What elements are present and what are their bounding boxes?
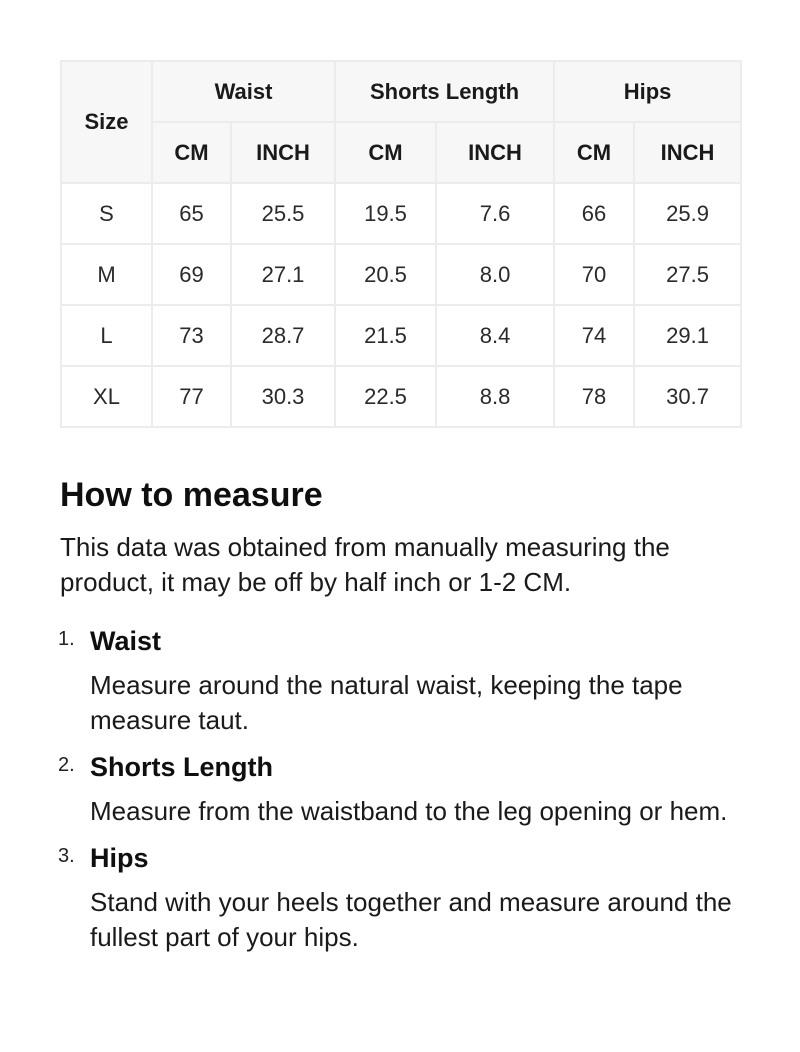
- table-cell: 21.5: [335, 305, 436, 366]
- unit-header: CM: [335, 122, 436, 183]
- size-cell: S: [61, 183, 152, 244]
- table-cell: 78: [554, 366, 634, 427]
- table-row: [61, 366, 741, 427]
- table-cell: 8.0: [436, 244, 554, 305]
- shorts-length-group-header: Shorts Length: [335, 61, 554, 122]
- step-number: 3.: [58, 845, 75, 867]
- unit-header: INCH: [634, 122, 741, 183]
- table-cell: 30.3: [231, 366, 335, 427]
- measurement-steps: [60, 622, 750, 965]
- step-number: 1.: [58, 628, 75, 650]
- table-cell: 70: [554, 244, 634, 305]
- table-cell: 69: [152, 244, 231, 305]
- size-table: [60, 60, 742, 428]
- table-cell: 73: [152, 305, 231, 366]
- table-header-row-groups: [61, 61, 741, 122]
- table-body: [61, 183, 741, 427]
- size-cell: XL: [61, 366, 152, 427]
- size-column-header: Size: [61, 61, 152, 183]
- unit-header: INCH: [436, 122, 554, 183]
- hips-group-header: Hips: [554, 61, 741, 122]
- table-cell: 25.5: [231, 183, 335, 244]
- table-cell: 20.5: [335, 244, 436, 305]
- table-row: [61, 305, 741, 366]
- table-cell: 74: [554, 305, 634, 366]
- table-cell: 66: [554, 183, 634, 244]
- table-cell: 7.6: [436, 183, 554, 244]
- step-title: Waist: [90, 626, 162, 656]
- step-title: Shorts Length: [90, 752, 273, 782]
- table-cell: 27.5: [634, 244, 741, 305]
- table-cell: 19.5: [335, 183, 436, 244]
- waist-group-header: Waist: [152, 61, 335, 122]
- step-description: Measure from the waistband to the leg opening or hem.: [90, 796, 728, 826]
- unit-header: CM: [554, 122, 634, 183]
- list-item: [60, 622, 750, 738]
- table-cell: 65: [152, 183, 231, 244]
- table-row: [61, 183, 741, 244]
- table-header-row-units: [61, 122, 741, 183]
- step-title: Hips: [90, 843, 149, 873]
- size-cell: M: [61, 244, 152, 305]
- list-item: [60, 839, 750, 955]
- table-cell: 30.7: [634, 366, 741, 427]
- table-cell: 29.1: [634, 305, 741, 366]
- step-number: 2.: [58, 754, 75, 776]
- table-header: [61, 61, 741, 183]
- how-to-measure-title: How to measure: [60, 476, 323, 514]
- table-row: [61, 244, 741, 305]
- table-cell: 77: [152, 366, 231, 427]
- table-cell: 25.9: [634, 183, 741, 244]
- list-item: [60, 748, 750, 829]
- step-description: Stand with your heels together and measure around the fullest part of your hips.: [90, 887, 732, 952]
- table-cell: 8.8: [436, 366, 554, 427]
- step-description: Measure around the natural waist, keeping the tape measure taut.: [90, 670, 683, 735]
- size-cell: L: [61, 305, 152, 366]
- unit-header: INCH: [231, 122, 335, 183]
- table-cell: 28.7: [231, 305, 335, 366]
- unit-header: CM: [152, 122, 231, 183]
- measurement-disclaimer: This data was obtained from manually measuring the product, it may be off by half inch or 1-2 CM.: [60, 532, 670, 597]
- table-cell: 27.1: [231, 244, 335, 305]
- table-cell: 22.5: [335, 366, 436, 427]
- table-cell: 8.4: [436, 305, 554, 366]
